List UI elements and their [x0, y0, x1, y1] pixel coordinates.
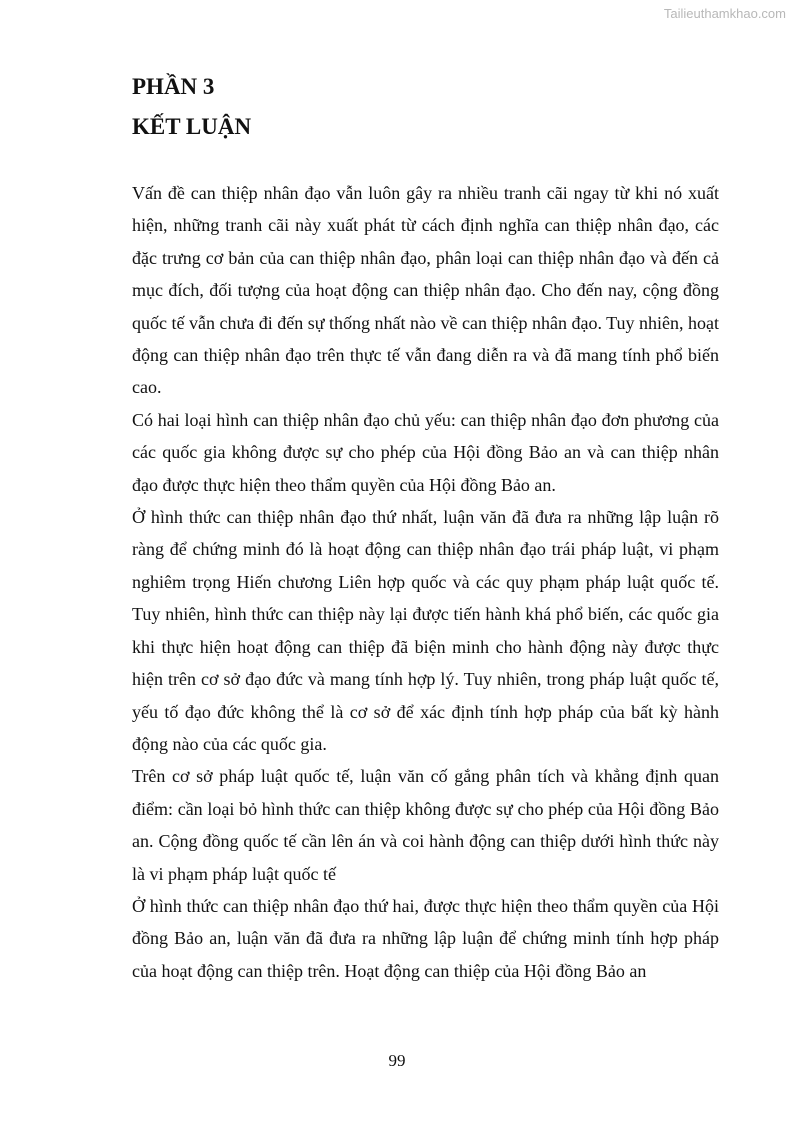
- chapter-heading: KẾT LUẬN: [132, 114, 252, 139]
- watermark: Tailieuthamkhao.com: [663, 6, 786, 21]
- paragraph: Trên cơ sở pháp luật quốc tế, luận văn cố gắng phân tích và khẳng định quan điểm: cần loại bỏ hình thức can thiệp không được sự cho phép của Hội đồng Bảo an. Cộng đồng quốc tế cần lên án và coi hành động can thiệp dưới hình thức này là vi phạm pháp luật quốc tế: [132, 766, 719, 884]
- paragraph: Vấn đề can thiệp nhân đạo vẫn luôn gây ra nhiều tranh cãi ngay từ khi nó xuất hiện, những tranh cãi này xuất phát từ cách định nghĩa can thiệp nhân đạo, các đặc trưng cơ bản của can thiệp nhân đạo, phân loại can thiệp nhân đạo và đến cả mục đích, đối tượng của hoạt động can thiệp nhân đạo. Cho đến nay, cộng đồng quốc tế vẫn chưa đi đến sự thống nhất nào về can thiệp nhân đạo. Tuy nhiên, hoạt động can thiệp nhân đạo trên thực tế vẫn đang diễn ra và đã mang tính phổ biến cao.: [132, 183, 719, 398]
- paragraph: Có hai loại hình can thiệp nhân đạo chủ yếu: can thiệp nhân đạo đơn phương của các quốc gia không được sự cho phép của Hội đồng Bảo an và can thiệp nhân đạo được thực hiện theo thẩm quyền của Hội đồng Bảo an.: [132, 409, 719, 495]
- body-text: [132, 177, 719, 987]
- page-number: 99: [388, 1051, 406, 1070]
- paragraph: Ở hình thức can thiệp nhân đạo thứ nhất, luận văn đã đưa ra những lập luận rõ ràng để chứng minh đó là hoạt động can thiệp nhân đạo trái pháp luật, vi phạm nghiêm trọng Hiến chương Liên hợp quốc và các quy phạm pháp luật quốc tế. Tuy nhiên, hình thức can thiệp này lại được tiến hành khá phổ biến, các quốc gia khi thực hiện hoạt động can thiệp đã biện minh cho hành động này được thực hiện trên cơ sở đạo đức và mang tính hợp lý. Tuy nhiên, trong pháp luật quốc tế, yếu tố đạo đức không thể là cơ sở để xác định tính hợp pháp của bất kỳ hành động nào của các quốc gia.: [132, 507, 719, 754]
- paragraph: Ở hình thức can thiệp nhân đạo thứ hai, được thực hiện theo thẩm quyền của Hội đồng Bảo an, luận văn đã đưa ra những lập luận để chứng minh tính hợp pháp của hoạt động can thiệp trên. Hoạt động can thiệp của Hội đồng Bảo an: [132, 895, 719, 981]
- part-heading: PHẦN 3: [132, 74, 215, 99]
